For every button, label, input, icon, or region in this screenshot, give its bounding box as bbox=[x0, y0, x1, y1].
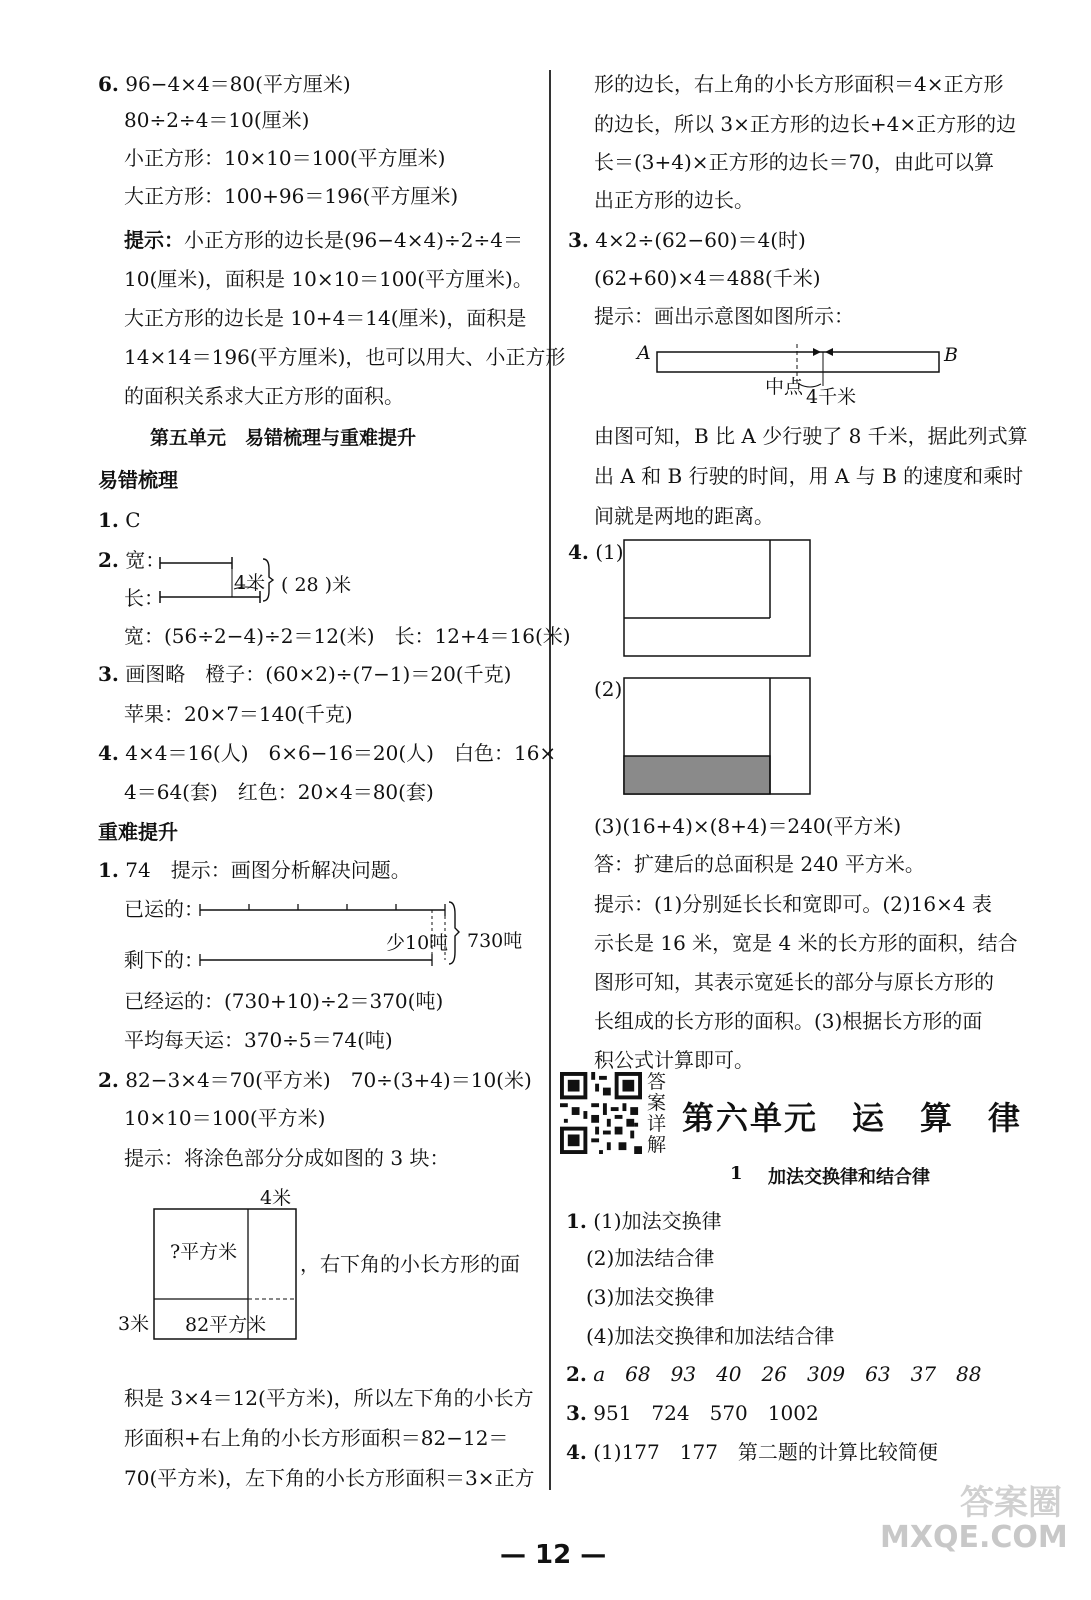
answer-detail-vertical-label: 答案详解 bbox=[647, 1071, 667, 1156]
page-number: — 12 — bbox=[500, 1540, 607, 1570]
r-q3-text1: 由图可知，B 比 A 少行驶了 8 千米，据此列式算 bbox=[594, 424, 1028, 448]
q6-hint5: 的面积关系求大正方形的面积。 bbox=[124, 384, 404, 408]
q6-hint3: 大正方形的边长是 10+4＝14(厘米)，面积是 bbox=[124, 306, 527, 330]
z2-line2: 10×10＝100(平方米) bbox=[124, 1106, 326, 1130]
section-difficulty-up: 重难提升 bbox=[98, 820, 178, 844]
r-q4-hint3: 图形可知，其表示宽延长的部分与原长方形的 bbox=[594, 970, 994, 994]
r-q4-figure2 bbox=[622, 676, 812, 796]
z1-shipped-label: 已运的： bbox=[124, 897, 204, 921]
r-cont2: 的边长，所以 3×正方形的边长+4×正方形的边 bbox=[594, 112, 1017, 136]
r-q3-text3: 间就是两地的距离。 bbox=[594, 504, 774, 528]
z2-question-label: ?平方米 bbox=[170, 1241, 238, 1263]
r-q3-dist-label: 4千米 bbox=[806, 386, 857, 408]
r-q3-hint: 提示：画出示意图如图所示： bbox=[594, 304, 854, 328]
section-error-review: 易错梳理 bbox=[98, 468, 178, 492]
watermark: MXQE.COM bbox=[880, 1520, 1068, 1555]
u1-a: 1. (1)加法交换律 bbox=[566, 1209, 722, 1233]
z2-after-figure: ，右下角的小长方形的面 bbox=[300, 1252, 520, 1276]
e2-diff-label: 4米 bbox=[234, 572, 266, 594]
z1-calc1: 已经运的：(730+10)÷2＝370(吨) bbox=[124, 989, 444, 1013]
e3-line2: 苹果：20×7＝140(千克) bbox=[124, 702, 353, 726]
r-cont3: 长＝(3+4)×正方形的边长＝70，由此可以算 bbox=[594, 150, 995, 174]
lesson-title: 加法交换律和结合律 bbox=[768, 1167, 930, 1188]
e4-line2: 4＝64(套) 红色：20×4＝80(套) bbox=[124, 780, 434, 804]
e1-line: 1. C bbox=[98, 508, 141, 532]
r-q3-text2: 出 A 和 B 行驶的时间，用 A 与 B 的速度和乘时 bbox=[594, 464, 1024, 488]
z2-text1: 积是 3×4＝12(平方米)，所以左下角的小长方 bbox=[124, 1386, 534, 1410]
r-q4-part3: (3)(16+4)×(8+4)＝240(平方米) bbox=[594, 814, 902, 838]
unit6-title: 第六单元 运 算 律 bbox=[682, 1099, 1023, 1137]
column-divider bbox=[549, 70, 551, 1490]
z2-top-label: 4米 bbox=[260, 1187, 292, 1209]
r-cont1: 形的边长，右上角的小长方形面积＝4×正方形 bbox=[594, 72, 1004, 96]
r-q3-A: A bbox=[637, 342, 651, 364]
e2-wide-label: 2. 宽： bbox=[98, 548, 166, 572]
u4-line: 4. (1)177 177 第二题的计算比较简便 bbox=[566, 1440, 938, 1464]
q6-line1: 6. 96−4×4＝80(平方厘米) bbox=[98, 72, 351, 96]
r-q4-figure1 bbox=[622, 538, 812, 658]
e4-line1: 4. 4×4＝16(人) 6×6−16＝20(人) 白色：16× bbox=[98, 741, 557, 765]
e2-calc: 宽：(56÷2−4)÷2＝12(米) 长：12+4＝16(米) bbox=[124, 624, 571, 648]
qr-code-icon[interactable] bbox=[560, 1072, 642, 1154]
z1-remain-label: 剩下的： bbox=[124, 948, 204, 972]
q6-line2: 80÷2÷4＝10(厘米) bbox=[124, 108, 310, 132]
r-q4-answer: 答：扩建后的总面积是 240 平方米。 bbox=[594, 852, 925, 876]
u1-c: (3)加法交换律 bbox=[586, 1285, 715, 1309]
q6-hint1: 提示：小正方形的边长是(96−4×4)÷2÷4＝ bbox=[124, 228, 523, 252]
z2-text3: 70(平方米)，左下角的小长方形面积＝3×正方 bbox=[124, 1466, 535, 1490]
z1-total-label: 730吨 bbox=[467, 930, 523, 952]
z2-left-label: 3米 bbox=[118, 1313, 150, 1335]
r-q3-line1: 3. 4×2÷(62−60)＝4(时) bbox=[568, 228, 806, 252]
e3-line1: 3. 画图略 橙子：(60×2)÷(7−1)＝20(千克) bbox=[98, 662, 512, 686]
z1-calc2: 平均每天运：370÷5＝74(吨) bbox=[124, 1028, 393, 1052]
r-q4-part2: (2) bbox=[594, 677, 623, 701]
z1-line: 1. 74 提示：画图分析解决问题。 bbox=[98, 858, 411, 882]
q6-line4: 大正方形：100+96＝196(平方厘米) bbox=[124, 184, 459, 208]
watermark-logo: 答案圈 bbox=[960, 1483, 1062, 1523]
z2-hint: 提示：将涂色部分分成如图的 3 块： bbox=[124, 1146, 450, 1170]
r-q4-hint1: 提示：(1)分别延长长和宽即可。(2)16×4 表 bbox=[594, 892, 992, 916]
r-q4-hint5: 积公式计算即可。 bbox=[594, 1048, 754, 1072]
e2-long-label: 长： bbox=[124, 586, 164, 610]
r-q3-mid-label: 中点 bbox=[765, 376, 804, 398]
r-q3-B: B bbox=[944, 344, 958, 366]
r-cont4: 出正方形的边长。 bbox=[594, 188, 754, 212]
u2-line: 2. a 68 93 40 26 309 63 37 88 bbox=[566, 1362, 982, 1386]
q6-hint2: 10(厘米)，面积是 10×10＝100(平方厘米)。 bbox=[124, 267, 533, 291]
r-q3-line2: (62+60)×4＝488(千米) bbox=[594, 266, 821, 290]
q6-hint4: 14×14＝196(平方厘米)，也可以用大、小正方形 bbox=[124, 345, 566, 369]
z2-area-label: 82平方米 bbox=[185, 1314, 267, 1336]
r-q4-part1: 4. (1) bbox=[568, 540, 624, 564]
z2-line1: 2. 82−3×4＝70(平方米) 70÷(3+4)＝10(米) bbox=[98, 1068, 532, 1092]
u1-b: (2)加法结合律 bbox=[586, 1246, 715, 1270]
r-q4-hint2: 示长是 16 米，宽是 4 米的长方形的面积，结合 bbox=[594, 931, 1018, 955]
u1-d: (4)加法交换律和加法结合律 bbox=[586, 1324, 835, 1348]
u3-line: 3. 951 724 570 1002 bbox=[566, 1401, 819, 1425]
z2-text2: 形面积+右上角的小长方形面积＝82−12＝ bbox=[124, 1426, 509, 1450]
e2-total-label: ( 28 )米 bbox=[281, 574, 352, 596]
r-q4-hint4: 长组成的长方形的面积。(3)根据长方形的面 bbox=[594, 1009, 983, 1033]
unit5-title: 第五单元 易错梳理与重难提升 bbox=[150, 427, 417, 449]
lesson-number: 1 bbox=[730, 1163, 743, 1184]
q6-line3: 小正方形：10×10＝100(平方厘米) bbox=[124, 146, 446, 170]
z1-less-label: 少10吨 bbox=[386, 932, 449, 954]
